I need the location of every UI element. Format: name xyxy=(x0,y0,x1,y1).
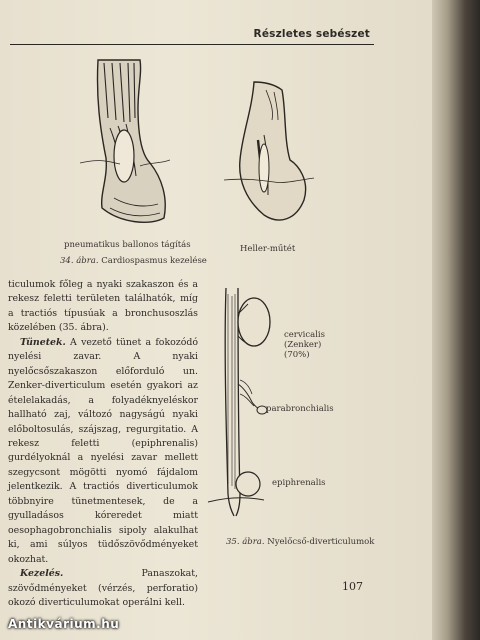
figure-35-number: 35. ábra. xyxy=(226,537,265,547)
treatment-heading: Kezelés. xyxy=(20,568,64,580)
label-parabronchialis: parabronchialis xyxy=(266,404,334,414)
watermark-logo: Antikvárium.hu xyxy=(8,617,120,631)
label-cervicalis: cervicalis xyxy=(284,330,326,340)
page-number: 107 xyxy=(342,580,363,593)
figure-34-number: 34. ábra. xyxy=(60,256,99,266)
balloon-dilatation-illustration xyxy=(80,58,170,228)
right-figure-caption: Heller-műtét xyxy=(240,244,296,254)
paragraph-treatment xyxy=(8,567,198,610)
page-edge-shadow xyxy=(432,0,480,640)
body-text xyxy=(8,278,198,610)
label-epiphrenalis: epiphrenalis xyxy=(272,478,326,488)
heller-operation-illustration xyxy=(224,80,314,230)
symptoms-heading: Tünetek. xyxy=(20,336,66,348)
header-rule xyxy=(10,44,374,45)
figure-34-caption xyxy=(60,256,207,266)
label-zenker: (Zenker) xyxy=(284,340,322,350)
left-figure-caption: pneumatikus ballonos tágítás xyxy=(64,240,191,250)
paragraph-1: ticulumok főleg a nyaki szakaszon és a rekesz feletti területen találhatók, míg a tractiós típusúak a bronchusoszlás közelében (35. ábra). xyxy=(8,279,198,334)
figure-35-caption xyxy=(226,537,374,547)
figure-34-title: Cardiospasmus kezelése xyxy=(101,256,207,266)
figure-35-title: Nyelőcső-diverticulumok xyxy=(267,537,375,547)
paragraph-symptoms xyxy=(8,336,198,567)
section-title: Részletes sebészet xyxy=(253,28,370,40)
treatment-text: Panaszokat, szövődményeket (vérzés, perforatio) okozó diverticulumokat operálni kell. xyxy=(8,568,198,608)
symptoms-text: A vezető tünet a fokozódó nyelési zavar. A nyaki nyelőcsőszakaszon előforduló un. Zenker-diverticulum esetén gyakori az ételelakadás, a folyadéknyeléskor hallható zaj, változó nagyságú nyaki előboltosulás, szájszag, regurgitatio. A rekesz feletti (epiphrenalis) gurdélyoknál a nyelési zavar mellett szegycsont mögötti nyomó fájdalom jelentkezik. A tractiós diverticulumok többnyire tünetmentesek, de a gyulladásos kóreredet miatt oesophagobronchialis sipoly alakulhat ki, ami súlyos tüdőszövődményeket okozhat. xyxy=(8,336,198,565)
label-percent: (70%) xyxy=(284,350,310,360)
